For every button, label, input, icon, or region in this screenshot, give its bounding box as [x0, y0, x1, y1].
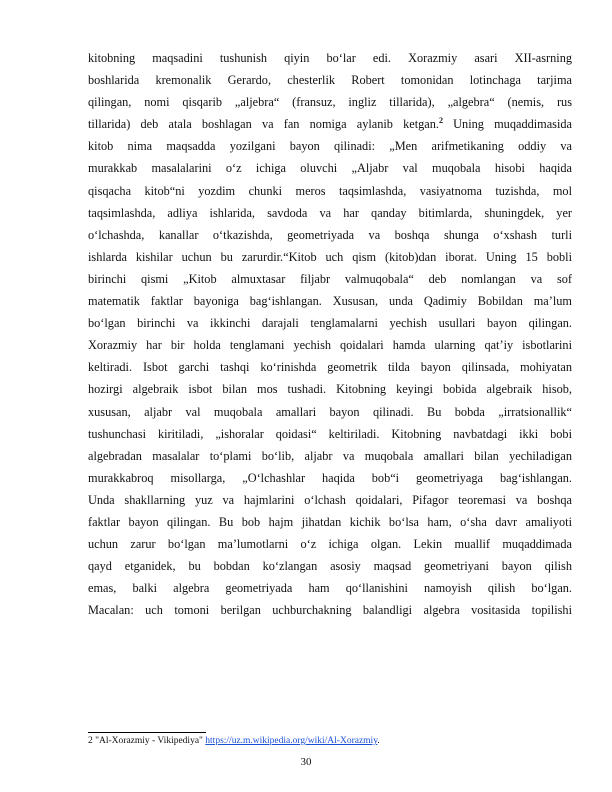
text-line: matematik faktlar bayoniga bagʻishlangan. Xususan, unda Qadimiy Bobildan maʼlum	[88, 294, 572, 309]
text-line: murakkabroq misollarga, „Oʻlchashlar haqida bob“i geometriyaga bagʻishlangan.	[88, 470, 572, 485]
text-line: xususan, aljabr val muqobala amallari bayon qilinadi. Bu bobda „irratsionallik“	[88, 404, 572, 419]
text-line: taqsimlashda, adliya ishlarida, savdoda va har qanday bitimlarda, shuningdek, yer	[88, 205, 572, 220]
text-line: faktlar bayon qilingan. Bu bob hajm jihatdan kichik boʻlsa ham, oʻsha davr amaliyoti	[88, 514, 572, 529]
text-line-part: tillarida) deb atala boshlagan va fan nomiga aylanib ketgan.	[88, 117, 439, 132]
text-line: boʻlgan birinchi va ikkinchi darajali tenglamalarni yechish usullari bayon qilingan.	[88, 316, 572, 331]
text-line-with-footnote	[88, 113, 572, 135]
text-line-part: Uning muqaddimasida	[442, 117, 572, 132]
text-line: oʻlchashda, kanallar oʻtkazishda, geometriyada va boshqa shunga oʻxshash turli	[88, 227, 572, 242]
text-line: keltiradi. Isbot garchi tashqi koʻrinishda geometrik tilda bayon qilinsada, mohiyatan	[88, 360, 572, 375]
text-line: boshlarida kremonalik Gerardo, chesterlik Robert tomonidan lotinchaga tarjima	[88, 73, 572, 88]
text-line: birinchi qismi „Kitob almuxtasar filjabr valmuqobala“ deb nomlangan va sof	[88, 271, 572, 286]
text-line: Xorazmiy har bir holda tenglamani yechish qoidalari hamda ularning qatʼiy isbotlarini	[88, 338, 572, 353]
footnote-number: 2	[88, 736, 93, 746]
text-line: Macalan: uch tomoni berilgan uchburchakning balandligi algebra vositasida topilishi	[88, 603, 572, 618]
text-line: qisqacha kitob“ni yozdim chunki meros taqsimlashda, vasiyatnoma tuzishda, mol	[88, 183, 572, 198]
text-line: Unda shakllarning yuz va hajmlarini oʻlchash qoidalari, Pifagor teoremasi va boshqa	[88, 492, 572, 507]
text-line: hozirgi algebraik isbot bilan mos tushadi. Kitobning keyingi bobida algebraik hisob,	[88, 382, 572, 397]
text-line: algebradan masalalar toʻplami boʻlib, aljabr va muqobala amallari bilan yechiladigan	[88, 448, 572, 463]
text-line: uchun zarur boʻlgan maʼlumotlarni oʻz ichiga olgan. Lekin muallif muqaddimada	[88, 537, 572, 552]
text-line: kitob nima maqsadda yozilgani bayon qilinadi: „Men arifmetikaning oddiy va	[88, 139, 572, 154]
text-line: qilingan, nomi qisqarib „aljebra“ (fransuz, ingliz tillarida), „algebra“ (nemis, rus	[88, 95, 572, 110]
text-line: murakkab masalalarini oʻz ichiga oluvchi „Aljabr val muqobala hisobi haqida	[88, 161, 572, 176]
text-line: tushunchasi kiritiladi, „ishoralar qoidasi“ keltiriladi. Kitobning navbatdagi ikki bobi	[88, 426, 572, 441]
text-line: emas, balki algebra geometriyada ham qoʻllanishini namoyish qilish boʻlgan.	[88, 581, 572, 596]
body-text	[88, 47, 572, 621]
footnote	[88, 736, 380, 746]
text-line: ishlarda kishilar uchun bu zarurdir.“Kitob uch qism (kitob)dan iborat. Uning 15 bobli	[88, 249, 572, 264]
footnote-reference[interactable]: 2	[438, 116, 443, 126]
footnote-text: "Al-Xorazmiy - Vikipediya"	[92, 736, 206, 746]
footnote-link[interactable]: https://uz.m.wikipedia.org/wiki/Al-Xorazmiy	[205, 736, 378, 746]
footnote-end: .	[377, 736, 380, 746]
footnote-divider	[88, 732, 206, 733]
text-line: qayd etganidek, bu bobdan koʻzlangan asosiy maqsad geometriyani bayon qilish	[88, 559, 572, 574]
page-number: 30	[300, 756, 312, 768]
text-line: kitobning maqsadini tushunish qiyin boʻlar edi. Xorazmiy asari XII-asrning	[88, 51, 572, 65]
